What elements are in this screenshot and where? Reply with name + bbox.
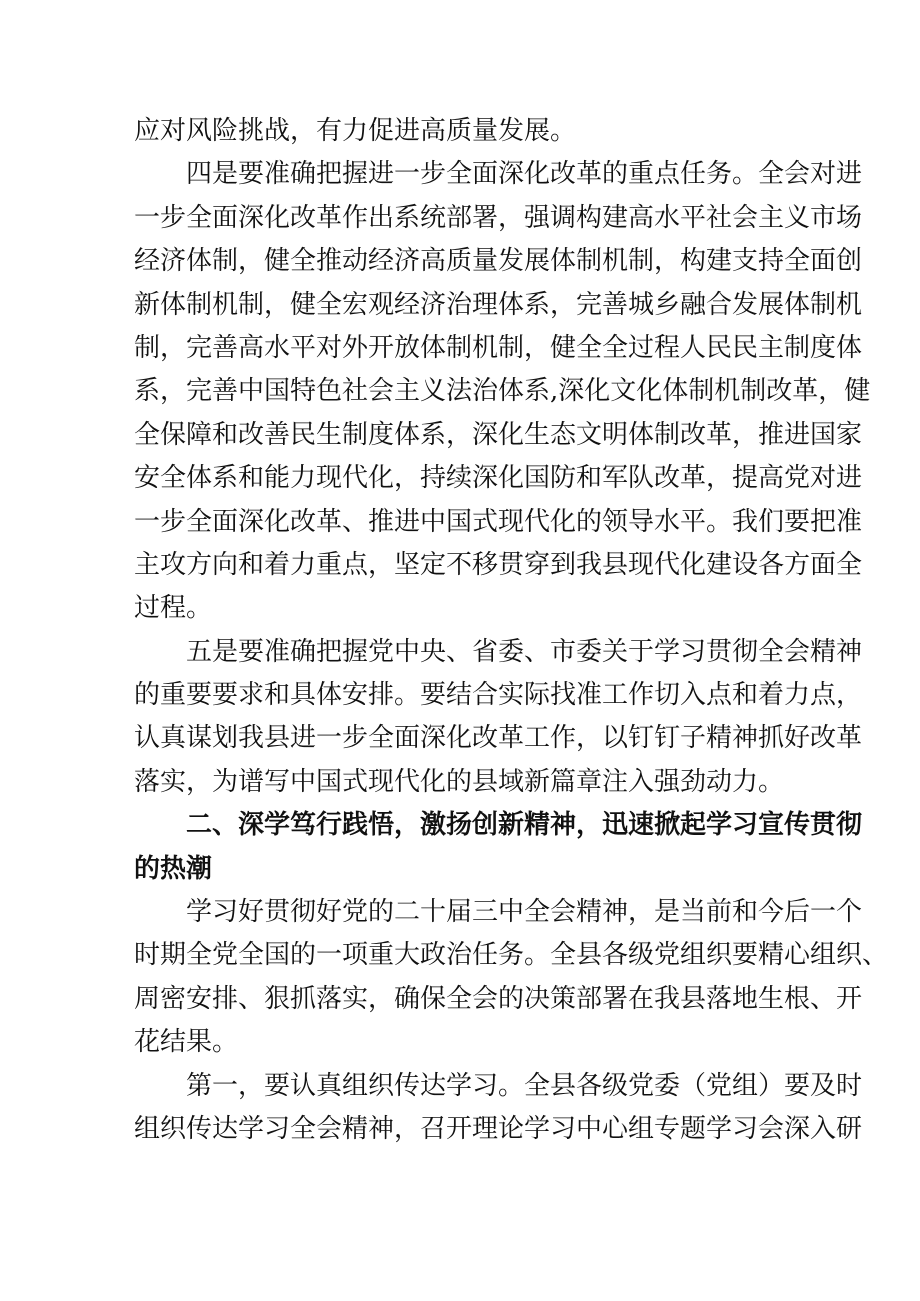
text-line: 花结果。	[134, 1027, 239, 1058]
text-line: 过程。	[134, 593, 213, 624]
paragraph-continuation	[134, 110, 794, 153]
text-line: 一步全面深化改革、推进中国式现代化的领导水平。我们要把准	[134, 506, 863, 537]
text-line: 第一，要认真组织传达学习。全县各级党委（党组）要及时	[186, 1070, 863, 1101]
body-paragraph	[134, 631, 863, 805]
text-line: 主攻方向和着力重点，坚定不移贯穿到我县现代化建设各方面全	[134, 549, 863, 580]
body-paragraph	[134, 891, 889, 1065]
text-line: 落实，为谱写中国式现代化的县域新篇章注入强劲动力。	[134, 766, 785, 797]
text-line: 学习好贯彻好党的二十届三中全会精神，是当前和今后一个	[186, 897, 863, 928]
text-line: 四是要准确把握进一步全面深化改革的重点任务。全会对进	[186, 159, 863, 190]
text-line: 周密安排、狠抓落实，确保全会的决策部署在我县落地生根、开	[134, 983, 863, 1014]
text-line: 制，完善高水平对外开放体制机制，健全全过程人民民主制度体	[134, 332, 863, 363]
text-line: 的热潮	[134, 853, 213, 884]
body-paragraph	[134, 1065, 863, 1152]
section-heading	[134, 804, 863, 891]
text-line: 一步全面深化改革作出系统部署，强调构建高水平社会主义市场	[134, 202, 863, 233]
text-line: 应对风险挑战，有力促进高质量发展。	[134, 116, 577, 146]
text-line: 全保障和改善民生制度体系，深化生态文明体制改革，推进国家	[134, 419, 863, 450]
body-paragraph	[134, 153, 871, 630]
text-line: 组织传达学习全会精神，召开理论学习中心组专题学习会深入研	[134, 1113, 863, 1144]
text-line: 系，完善中国特色社会主义法治体系,深化文化体制机制改革，健	[134, 376, 871, 407]
document-body	[134, 110, 889, 1151]
text-line: 时期全党全国的一项重大政治任务。全县各级党组织要精心组织、	[134, 940, 889, 971]
text-line: 五是要准确把握党中央、省委、市委关于学习贯彻全会精神	[186, 636, 863, 667]
text-line: 的重要要求和具体安排。要结合实际找准工作切入点和着力点，	[134, 680, 863, 711]
text-line: 认真谋划我县进一步全面深化改革工作，以钉钉子精神抓好改革	[134, 723, 863, 754]
text-line: 经济体制，健全推动经济高质量发展体制机制，构建支持全面创	[134, 246, 863, 277]
text-line: 安全体系和能力现代化，持续深化国防和军队改革，提高党对进	[134, 463, 863, 494]
text-line: 二、深学笃行践悟，激扬创新精神，迅速掀起学习宣传贯彻	[186, 810, 863, 841]
text-line: 新体制机制，健全宏观经济治理体系，完善城乡融合发展体制机	[134, 289, 863, 320]
